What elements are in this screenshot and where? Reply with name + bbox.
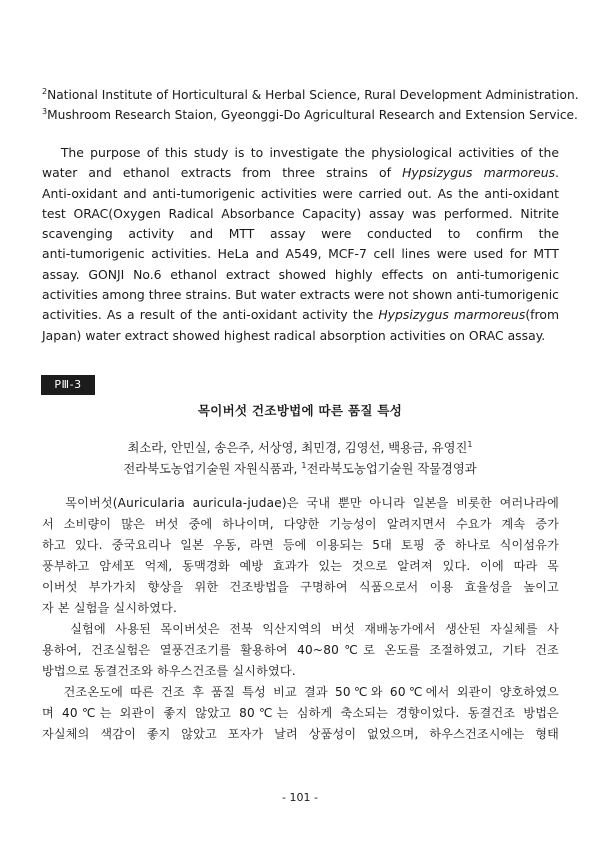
body-line: 자실체의 색감이 좋지 않았고 포자가 날려 상품성이 없었으며, 하우스건조시에는 형태	[42, 727, 559, 741]
species-name: Hypsizygus marmoreus	[402, 165, 556, 181]
korean-body	[42, 493, 559, 745]
body-line: 목이버섯(Auricularia auricula-judae)은 국내 뿐만 아니라 일본을 비롯한 여러나라에	[42, 496, 559, 510]
affiliation-3	[42, 106, 578, 125]
body-line: 방법으로 동결건조와 하우스건조를 실시하였다.	[42, 664, 296, 678]
affiliation-text: Mushroom Research Staion, Gyeonggi-Do Agricultural Research and Extension Service.	[47, 108, 578, 122]
abstract-line: assay. GONJI No.6 ethanol extract showed highly effects on anti-tumorigenic	[42, 266, 559, 282]
body-line: 용하여, 건조실험은 열풍건조기를 활용하여 40~80℃로 온도를 조절하였고, 기타 건조	[42, 643, 559, 657]
body-line: 하고 있다. 중국요리나 일본 우동, 라면 등에 이용되는 5대 토핑 중 하나로 식이섬유가	[42, 538, 559, 552]
affiliation-2	[42, 86, 579, 105]
abstract-line: activities. As a result of the anti-oxidant activity the Hypsizygus marmoreus(from	[42, 307, 560, 323]
body-line: 서 소비량이 많은 버섯 중에 하나이며, 다양한 기능성이 알려지면서 수요가 계속 증가	[42, 517, 559, 531]
body-line: 자 본 실험을 실시하였다.	[42, 601, 178, 615]
species-name: Hypsizygus marmoreus	[378, 307, 526, 323]
abstract-line: anti-tumorigenic activities. HeLa and A549, MCF-7 cell lines were used for MTT	[42, 246, 559, 262]
abstract-line: test ORAC(Oxygen Radical Absorbance Capacity) assay was performed. Nitrite	[42, 205, 559, 221]
abstract-line: water and ethanol extracts from three strains of Hypsizygus marmoreus.	[42, 165, 559, 181]
page-number: - 101 -	[282, 791, 318, 804]
affiliation-sup: 2	[42, 87, 48, 96]
section-badge: PⅢ-3	[41, 375, 95, 395]
abstract-line: The purpose of this study is to investigate the physiological activities of the	[42, 145, 559, 160]
affiliation-sup: 3	[42, 107, 48, 116]
korean-affiliations: 전라북도농업기술원 자원식품과, $^1$전라북도농업기술원 작물경영과	[123, 461, 477, 476]
body-line: 건조온도에 따른 건조 후 품질 특성 비교 결과 50℃와 60℃에서 외관이 양호하였으	[42, 685, 559, 699]
affiliation-text: National Institute of Horticultural & Herbal Science, Rural Development Administration.	[47, 88, 579, 102]
body-line: 이버섯 부가가치 향상을 위한 건조방법을 구명하여 식품으로서 이용 효율성을 높이고	[42, 580, 559, 594]
korean-title: 목이버섯 건조방법에 따른 품질 특성	[197, 403, 403, 418]
abstract-line: scavenging activity and MTT assay were conducted to confirm the	[42, 226, 559, 242]
body-line: 풍부하고 암세포 억제, 동맥경화 예방 효과가 있는 것으로 알려져 있다. 이에 따라 목	[42, 559, 559, 573]
abstract-line: Japan) water extract showed highest radical absorption activities on ORAC assay.	[42, 327, 546, 343]
korean-authors: 최소라, 안민실, 송은주, 서상영, 최민경, 김영선, 백용금, 유영진$^1$	[127, 440, 473, 455]
abstract-line: Anti-oxidant and anti-tumorigenic activities were carried out. As the anti-oxidant	[42, 185, 559, 201]
body-line: 실험에 사용된 목이버섯은 전북 익산지역의 버섯 재배농가에서 생산된 자실체를 사	[42, 622, 559, 636]
english-abstract	[42, 143, 559, 346]
abstract-line: activities among three strains. But water extracts were not shown anti-tumorigenic	[42, 287, 559, 303]
body-line: 며 40℃는 외관이 좋지 않았고 80℃는 심하게 축소되는 경향이었다. 동결건조 방법은	[42, 706, 559, 720]
